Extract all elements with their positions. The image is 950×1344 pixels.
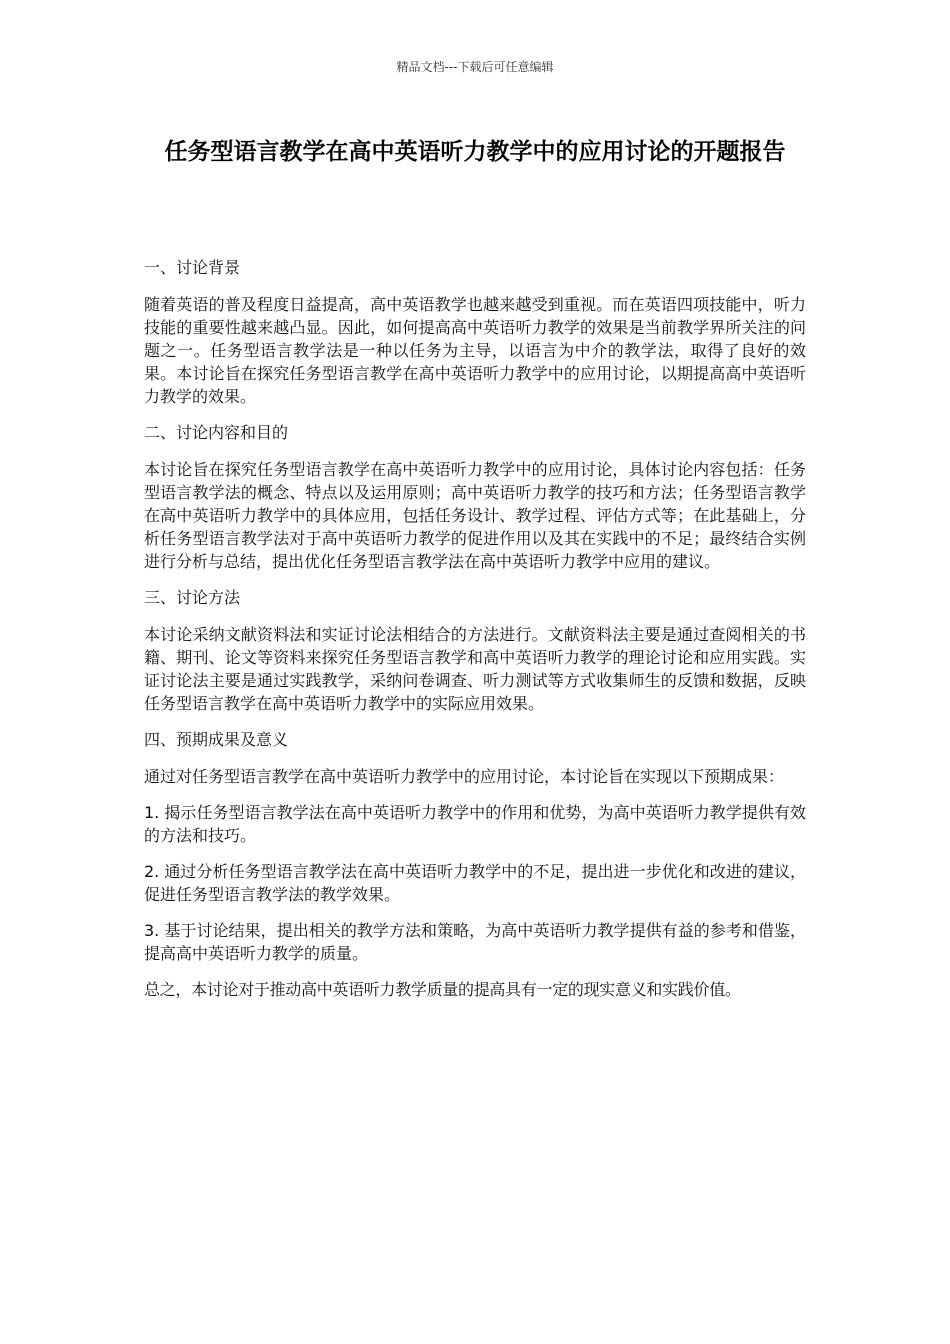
section-methods bbox=[144, 586, 806, 715]
paragraph: 随着英语的普及程度日益提高，高中英语教学也越来越受到重视。而在英语四项技能中，听力技能的重要性越来越凸显。因此，如何提高高中英语听力教学的效果是当前教学界所关注的问题之一。任务型语言教学法是一种以任务为主导，以语言为中介的教学法，取得了良好的效果。本讨论旨在探究任务型语言教学在高中英语听力教学中的应用讨论，以期提高高中英语听力教学的效果。 bbox=[144, 295, 806, 406]
section-content-and-purpose bbox=[144, 421, 806, 573]
section-expected-results bbox=[144, 728, 806, 1001]
document-title: 任务型语言教学在高中英语听力教学中的应用讨论的开题报告 bbox=[164, 139, 786, 165]
list-item: 3. 基于讨论结果，提出相关的教学方法和策略，为高中英语听力教学提供有益的参考和借鉴，提高高中英语听力教学的质量。 bbox=[144, 921, 806, 963]
section-heading: 二、讨论内容和目的 bbox=[144, 423, 289, 442]
section-heading: 一、讨论背景 bbox=[144, 258, 241, 277]
section-background bbox=[144, 256, 806, 408]
section-heading: 三、讨论方法 bbox=[144, 588, 241, 607]
section-heading: 四、预期成果及意义 bbox=[144, 730, 289, 749]
list-item: 1. 揭示任务型语言教学法在高中英语听力教学中的作用和优势，为高中英语听力教学提供有效的方法和技巧。 bbox=[144, 803, 806, 845]
paragraph: 通过对任务型语言教学在高中英语听力教学中的应用讨论，本讨论旨在实现以下预期成果： bbox=[144, 767, 785, 786]
document-body bbox=[144, 256, 806, 1014]
list-item: 2. 通过分析任务型语言教学法在高中英语听力教学中的不足，提出进一步优化和改进的建议，促进任务型语言教学法的教学效果。 bbox=[144, 862, 806, 904]
paragraph: 本讨论旨在探究任务型语言教学在高中英语听力教学中的应用讨论，具体讨论内容包括：任务型语言教学法的概念、特点以及运用原则；高中英语听力教学的技巧和方法；任务型语言教学在高中英语听力教学中的具体应用，包括任务设计、教学过程、评估方式等；在此基础上，分析任务型语言教学法对于高中英语听力教学的促进作用以及其在实践中的不足；最终结合实例进行分析与总结，提出优化任务型语言教学法在高中英语听力教学中应用的建议。 bbox=[144, 460, 806, 571]
conclusion-paragraph: 总之，本讨论对于推动高中英语听力教学质量的提高具有一定的现实意义和实践价值。 bbox=[144, 980, 741, 999]
header-note: 精品文档---下载后可任意编辑 bbox=[396, 60, 554, 74]
paragraph: 本讨论采纳文献资料法和实证讨论法相结合的方法进行。文献资料法主要是通过查阅相关的书籍、期刊、论文等资料来探究任务型语言教学和高中英语听力教学的理论讨论和应用实践。实证讨论法主要是通过实践教学，采纳问卷调查、听力测试等方式收集师生的反馈和数据，反映任务型语言教学在高中英语听力教学中的实际应用效果。 bbox=[144, 625, 806, 713]
